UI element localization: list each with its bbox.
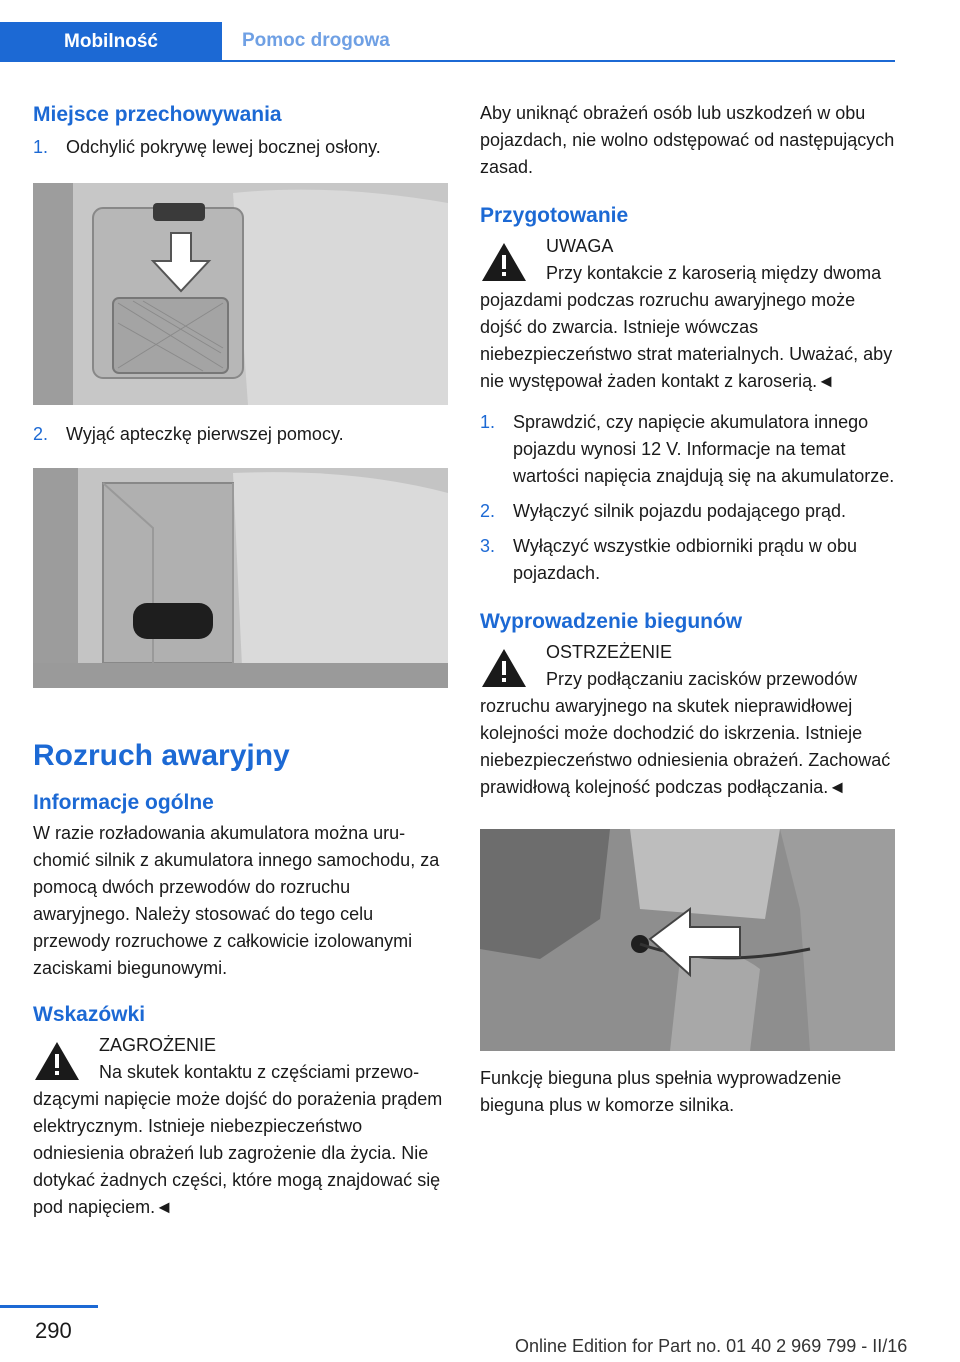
storage-heading: Miejsce przechowywania [33, 103, 282, 126]
right-column [480, 100, 898, 1119]
warning-notice [480, 639, 898, 801]
storage-cover-photo [33, 183, 448, 405]
storage-cover-illustration [33, 183, 448, 405]
caution-title: UWAGA [546, 236, 614, 256]
terminal-heading: Wyprowadzenie biegunów [480, 610, 743, 633]
step-number: 1. [480, 412, 496, 432]
step-1 [33, 134, 448, 161]
step-number: 2. [480, 501, 496, 521]
danger-notice [33, 1032, 448, 1221]
hints-heading: Wskazówki [33, 1003, 146, 1026]
footer-edition: Online Edition for Part no. 01 40 2 969 799 - II/16 [515, 1336, 908, 1356]
tab-pomoc-drogowa[interactable]: Pomoc drogowa [222, 22, 895, 62]
step-text: Sprawdzić, czy napięcie akumulatora innego pojazdu wynosi 12 V. Informacje na temat wartości napięcia znajdują się na akumulatorze. [513, 412, 895, 486]
preparation-heading: Przygotowanie [480, 204, 629, 227]
left-column [33, 100, 448, 1221]
step-text: Odchylić pokrywę lewej bocznej osłony. [66, 137, 381, 157]
step-text: Wyłączyć wszystkie odbiorniki prądu w obu pojazdach. [513, 536, 857, 583]
step-number: 3. [480, 536, 496, 556]
danger-title: ZAGROŻENIE [99, 1035, 217, 1055]
header-tabs [0, 22, 895, 62]
step-3 [480, 533, 898, 587]
footer-accent-line [0, 1305, 98, 1308]
warning-triangle-icon [480, 241, 528, 283]
warning-triangle-icon [33, 1040, 81, 1082]
step-number: 1. [33, 137, 49, 157]
caution-text: Przy kontakcie z karoserią między dwoma pojazdami podczas rozruchu awaryjnego może dojść do zwarcia. Istnieje wówczas niebezpieczeństwo strat materialnych. Uważać, aby nie występował żaden kontakt z karoserią.◄ [480, 263, 893, 391]
danger-text: Na skutek kontaktu z częściami przewodzącymi napięcie może dojść do porażenia prądem elektrycznym. Istnieje niebezpieczeństwo odniesienia obrażeń lub zagrożenie dla życia. Nie dotykać żadnych części, które mogą znajdować się pod napięciem.◄ [33, 1062, 443, 1217]
tab-mobilnosc[interactable]: Mobilność [0, 22, 222, 62]
step-2 [33, 421, 448, 448]
step-text: Wyjąć apteczkę pierwszej pomocy. [66, 424, 344, 444]
intro-text: Aby uniknąć obrażeń osób lub uszkodzeń w obu pojazdach, nie wolno odstępować od następujących zasad. [480, 103, 895, 177]
step-2 [480, 498, 898, 525]
steps-list [480, 409, 898, 587]
engine-bay-photo [480, 829, 895, 1051]
step-1 [480, 409, 898, 490]
warning-text: Przy podłączaniu zacisków przewodów rozruchu awaryjnego na skutek nieprawidłowej kolejności może dochodzić do iskrzenia. Istnieje niebezpieczeństwo odniesienia obrażeń. Zachować prawidłową kolejność podczas podłączania.◄ [480, 669, 891, 797]
general-info-heading: Informacje ogólne [33, 791, 214, 814]
page-number: 290 [35, 1318, 72, 1343]
caption-text: Funkcję bieguna plus spełnia wyprowadzenie bieguna plus w komorze silnika. [480, 1068, 842, 1115]
general-info-text: W razie rozładowania akumulatora można uruchomić silnik z akumulatora innego samochodu, za pomocą dwóch przewodów do rozruchu awaryjnego. Należy stosować do tego celu przewody rozruchowe z całkowicie izolowanymi zaciskami biegunowymi. [33, 823, 440, 978]
first-aid-kit-photo [33, 468, 448, 688]
engine-bay-illustration [480, 829, 895, 1051]
warning-triangle-icon [480, 647, 528, 689]
caution-notice [480, 233, 898, 395]
warning-title: OSTRZEŻENIE [546, 642, 673, 662]
first-aid-kit-illustration [33, 468, 448, 688]
section-title: Rozruch awaryjny [33, 739, 290, 772]
step-number: 2. [33, 424, 49, 444]
step-text: Wyłączyć silnik pojazdu podającego prąd. [513, 501, 847, 521]
